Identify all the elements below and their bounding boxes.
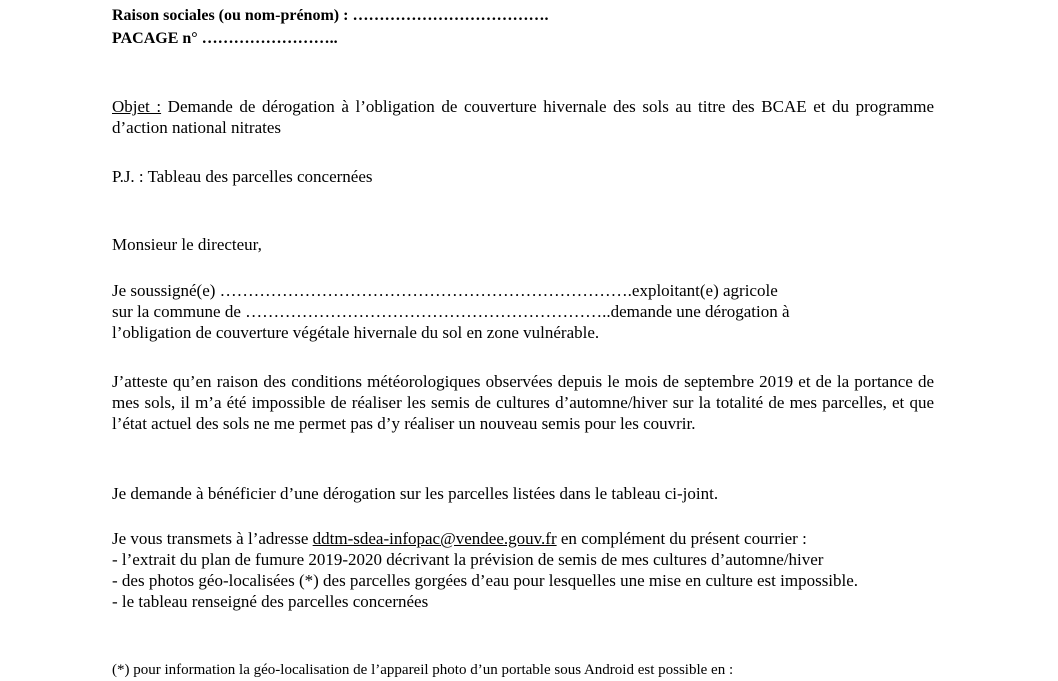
declaration-commune-field: sur la commune de ………………………………………………………..demande une dérogation à bbox=[112, 302, 790, 321]
pacage-line bbox=[112, 28, 338, 49]
raison-sociale-dots: ………………………………. bbox=[352, 7, 549, 24]
email-link[interactable]: ddtm-sdea-infopac@vendee.gouv.fr bbox=[312, 529, 557, 548]
request-paragraph: Je demande à bénéficier d’une dérogation sur les parcelles listées dans le tableau ci-joint. bbox=[112, 484, 719, 503]
documents-paragraph bbox=[112, 528, 934, 612]
pacage-dots: …………………….. bbox=[201, 30, 338, 47]
documents-item-fumure: - l’extrait du plan de fumure 2019-2020 décrivant la prévision de semis de mes cultures d’automne/hiver bbox=[112, 550, 824, 569]
objet-label: Objet : bbox=[112, 97, 162, 116]
salutation: Monsieur le directeur, bbox=[112, 235, 262, 254]
objet-paragraph bbox=[112, 96, 934, 138]
raison-sociale-label: Raison sociales (ou nom-prénom) : bbox=[112, 7, 349, 24]
documents-intro: Je vous transmets à l’adresse ddtm-sdea-infopac@vendee.gouv.fr en complément du présent courrier : bbox=[112, 529, 807, 548]
declaration-name-field: Je soussigné(e) ……………………………………………………………….exploitant(e) agricole bbox=[112, 281, 778, 300]
attestation-paragraph: J’atteste qu’en raison des conditions météorologiques observées depuis le mois de septembre 2019 et de la portance de mes sols, il m’a été impossible de réaliser les semis de cultures d’automne/hiver sur la totalité de mes parcelles, et que l’état actuel des sols ne me permet pas d’y réaliser un nouveau semis pour les couvrir. bbox=[112, 372, 934, 433]
declaration-line-2 bbox=[112, 301, 934, 322]
objet-text: Demande de dérogation à l’obligation de couverture hivernale des sols au titre des BCAE et du programme d’action national nitrates bbox=[112, 97, 934, 137]
pacage-label: PACAGE n° bbox=[112, 30, 198, 47]
documents-item-photos: - des photos géo-localisées (*) des parcelles gorgées d’eau pour lesquelles une mise en culture est impossible. bbox=[112, 571, 859, 590]
pj-line: P.J. : Tableau des parcelles concernées bbox=[112, 167, 373, 186]
declaration-paragraph bbox=[112, 280, 934, 343]
footnote: (*) pour information la géo-localisation de l’appareil photo d’un portable sous Android est possible en : bbox=[112, 662, 734, 678]
documents-item-tableau: - le tableau renseigné des parcelles concernées bbox=[112, 592, 429, 611]
raison-sociale-line bbox=[112, 5, 548, 26]
declaration-line-3: l’obligation de couverture végétale hivernale du sol en zone vulnérable. bbox=[112, 323, 600, 342]
declaration-line-1 bbox=[112, 280, 934, 301]
